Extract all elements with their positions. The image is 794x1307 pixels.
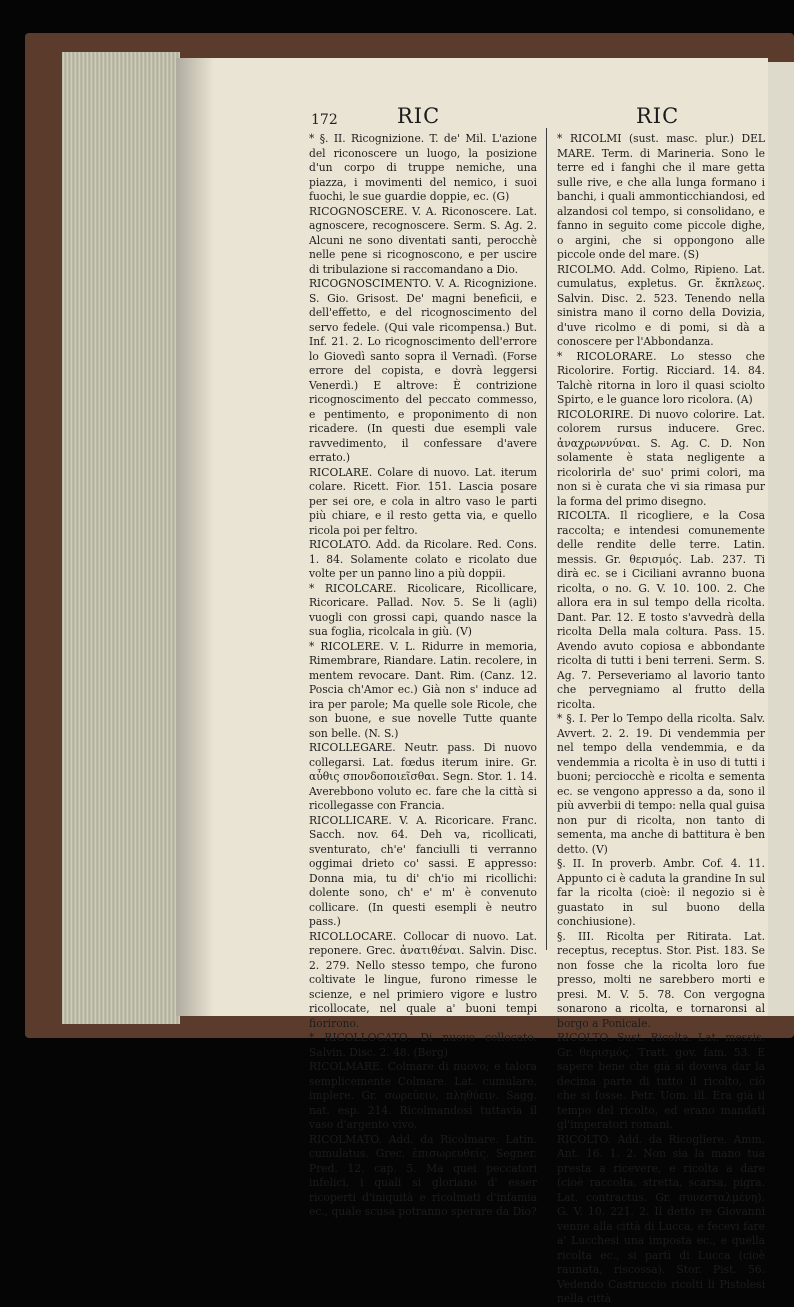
right-column: [557, 132, 765, 1305]
entry: RICOLTO. Sust. Ricolta. Lat. messis. Gr. θερισμός. Tratt. gov. fam. 53. E sapere bene che già si doveva dar la decima parte di tutto il ricolto, ciò che si fosse. Petr. Uom. ill. Era già il tempo del ricolto, ed erano mandati gl'imperatori romani.: [557, 1031, 765, 1131]
entry: RICOGNOSCERE. V. A. Riconoscere. Lat. agnoscere, recognoscere. Serm. S. Ag. 2. Alcuni ne sono diventati santi, perocchè nelle pene si ricognoscono, e per uscire di tribulazione si raccomandano a Dio.: [309, 204, 537, 276]
entry: RICOLORIRE. Di nuovo colorire. Lat. colorem rursus inducere. Grec. ἀναχρωννύναι. S. Ag. C. D. Non solamente è stata negligente a ricolorirla de' suo' primi colori, ma non si è curata che vi sia rimasa pur la forma del primo disegno.: [557, 407, 765, 508]
column-divider: [546, 128, 547, 950]
page-edges: [62, 52, 180, 1024]
entry: * RICOLLOCATO. Di nuovo collocato. Salvin. Disc. 2. 48. (Berg): [309, 1031, 537, 1059]
running-header-left: RIC: [397, 104, 441, 128]
entry: * §. II. Ricognizione. T. de' Mil. L'azione del riconoscere un luogo, la posizione d'un corpo di truppe nemiche, una piazza, i movimenti del nemico, i suoi fuochi, le sue guardie doppie, ec. (G): [309, 132, 537, 203]
page-number: 172: [311, 112, 338, 128]
page-gutter-shadow: [176, 58, 214, 1016]
left-column: [309, 132, 537, 1218]
entry: RICOLLOCARE. Collocar di nuovo. Lat. reponere. Grec. ἀνατιθέναι. Salvin. Disc. 2. 279. Nello stesso tempo, che furono coltivate le lingue, furono rimesse le scienze, e nel primiero vigore e lustro ricollocate, nel quale a' buoni tempi fiorirono.: [309, 929, 537, 1030]
entry: RICOLMATO. Add. da Ricolmare. Latin. cumulatus. Grec. ἐπισωρευθείς. Segner. Pred. 12. cap. 5. Ma quei peccatori infelici, i quali si gloriano d' esser ricoperti d'iniquità e ricolmati d'infamia ec., quale scusa potranno sperare da Dio?: [309, 1132, 537, 1218]
entry: * RICOLERE. V. L. Ridurre in memoria, Rimembrare, Riandare. Latin. recolere, in mentem revocare. Dant. Rim. (Canz. 12. Poscia ch'Amor ec.) Già non s' induce ad ira per parole; Ma quelle sole Ricole, che son buone, e sue novelle Tutte quante son belle. (N. S.): [309, 639, 537, 740]
entry: RICOLMARE. Colmare di nuovo; e talora semplicemente Colmare. Lat. cumulare, implere. Gr. σωρεύειν, πληθύειν. Sagg. nat. esp. 214. Ricolmandosi tuttavia il vaso d'argento vivo.: [309, 1060, 537, 1131]
entry: RICOLLICARE. V. A. Ricoricare. Franc. Sacch. nov. 64. Deh va, ricollicati, sventurato, ch'e' fanciulli ti verranno oggimai drieto co' sassi. E appresso: Donna mia, tu di' ch'io mi ricollichi: dolente sono, ch' e' m' è convenuto collicare. (In questi esempli è neutro pass.): [309, 813, 537, 928]
entry: §. II. In proverb. Ambr. Cof. 4. 11. Appunto ci è caduta la grandine In sul far la ricolta (cioè: il negozio si è guastato in sul buono della conchiusione).: [557, 857, 765, 928]
entry: RICOLARE. Colare di nuovo. Lat. iterum colare. Ricett. Fior. 151. Lascia posare per sei ore, e cola in altro vaso le parti più chiare, e il resto getta via, e quello ricola poi per feltro.: [309, 465, 537, 537]
entry: RICOLLEGARE. Neutr. pass. Di nuovo collegarsi. Lat. fœdus iterum inire. Gr. αὖθις σπονδοποιεῖσθαι. Segn. Stor. 1. 14. Averebbono voluto ec. fare che la città si ricollegasse con Francia.: [309, 741, 537, 812]
running-header-right: RIC: [636, 104, 680, 128]
entry: RICOGNOSCIMENTO. V. A. Ricognizione. S. Gio. Grisost. De' magni beneficii, e dell'effetto, e del ricognoscimento del servo fedele. (Qui vale ricompensa.) But. Inf. 21. 2. Lo ricognoscimento dell'errore lo Giovedì santo sopra il Vernadì. (Forse errore del copista, e dovrà leggersi Venerdì.) E altrove: È contrizione ricognoscimento del peccato commesso, e pentimento, e proponimento di non ricadere. (In questi due esempli vale ravvedimento, il confessare d'avere errato.): [309, 277, 537, 464]
entry: * §. I. Per lo Tempo della ricolta. Salv. Avvert. 2. 2. 19. Di vendemmia per nel tempo della vendemmia, e da vendemmia a ricolta è in uso di tutti i buoni; perciocchè e ricolta e sementa ec. se vengono appresso a da, sono il più avverbii di tempo: nella qual guisa non pur di ricolta, non tanto di sementa, ma anche di battitura è ben detto. (V): [557, 712, 765, 856]
entry: RICOLTA. Il ricogliere, e la Cosa raccolta; e intendesi comunemente delle rendite delle terre. Latin. messis. Gr. θερισμός. Lab. 237. Ti dirà ec. se i Ciciliani avranno buona ricolta, o no. G. V. 10. 100. 2. Che allora era in sul tempo della ricolta. Dant. Par. 12. E tosto s'avvedrà della ricolta Della mala coltura. Pass. 15. Avendo avuto copiosa e abbondante ricolta di tutti i beni terreni. Serm. S. Ag. 7. Perseveriamo al lavorio tanto che pervegniamo al frutto della ricolta.: [557, 509, 765, 711]
entry: RICOLATO. Add. da Ricolare. Red. Cons. 1. 84. Solamente colato e ricolato due volte per un panno lino a più doppii.: [309, 538, 537, 580]
entry: * RICOLORARE. Lo stesso che Ricolorire. Fortig. Ricciard. 14. 84. Talchè ritorna in loro il quasi sciolto Spirto, e le guance loro ricolora. (A): [557, 349, 765, 406]
entry: RICOLMO. Add. Colmo, Ripieno. Lat. cumulatus, expletus. Gr. ἔκπλεως. Salvin. Disc. 2. 523. Tenendo nella sinistra mano il corno della Dovizia, d'uve ricolmo e di pomi, si dà a conoscere per l'Abbondanza.: [557, 262, 765, 348]
next-page-edge: [764, 62, 794, 1016]
entry: RICOLTO. Add. da Ricogliere. Amm. Ant. 16. 1. 2. Non sia la mano tua presta a ricevere, e ricolta a dare (cioè raccolta, stretta, scarsa, pigra. Lat. contractus. Gr. συνεσταλμένη). G. V. 10. 221. 2. Il detto re Giovanni venne alla città di Lucca, e fecevi fare a' Lucchesi una imposta ec., e quella ricolta ec., si partì di Lucca (cioè raunata, riscossa). Stor. Pist. 56. Vedendo Castruccio ricolti li Pistolesi nella città: [557, 1132, 765, 1305]
entry: §. III. Ricolta per Ritirata. Lat. receptus, receptus. Stor. Pist. 183. Se non fosse che la ricolta loro fue presso, molti ne sarebbero morti e presi. M. V. 5. 78. Con vergogna sonarono a ricolta, e tornaronsi al borgo a Ponicale.: [557, 929, 765, 1030]
entry: * RICOLCARE. Ricolicare, Ricollicare, Ricoricare. Pallad. Nov. 5. Se li (agli) vuogli con grossi capi, quando nasce la sua foglia, ricolcala in giù. (V): [309, 581, 537, 638]
entry: * RICOLMI (sust. masc. plur.) DEL MARE. Term. di Marineria. Sono le terre ed i fanghi che il mare getta sulle rive, e che alla lunga formano i banchi, i quali ammonticchiandosi, ed alzandosi col tempo, si consolidano, e fanno in seguito come piccole dighe, o argini, che si oppongono alle piccole onde del mare. (S): [557, 132, 765, 261]
